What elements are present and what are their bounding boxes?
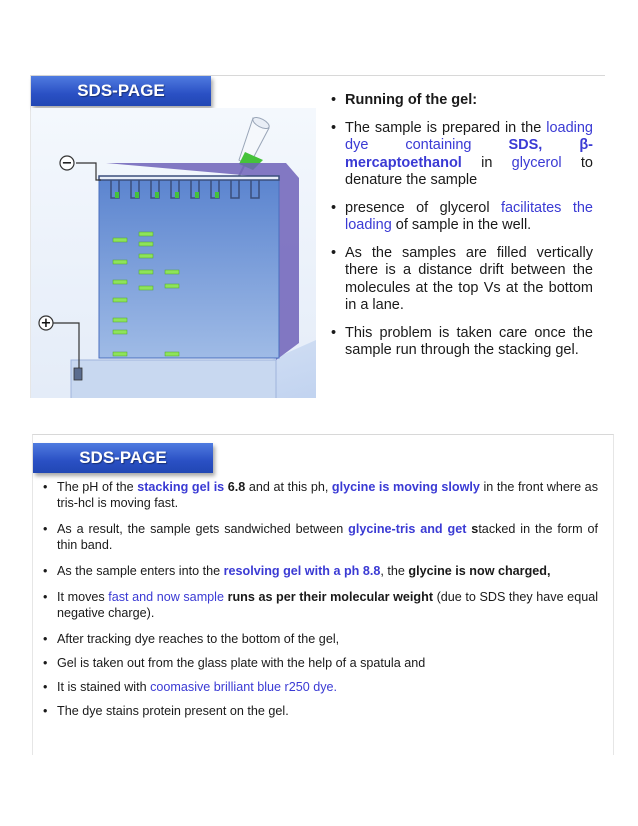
bullet-text: glycine is now charged	[408, 564, 547, 578]
highlight-text: 8.8	[362, 564, 381, 578]
minus-sign: −	[61, 156, 73, 171]
highlight-text: fast and now sample	[108, 590, 224, 604]
bullet-text: The dye stains protein present on the gel.	[57, 704, 289, 718]
bullet-spatula	[43, 655, 598, 671]
bullet-stacking-gel	[331, 325, 593, 360]
slide-1-bullet-list	[331, 92, 593, 370]
bullet-molecular-weight	[43, 589, 598, 621]
bullet-text: It moves	[57, 590, 109, 604]
slide-2-bullet-list	[43, 479, 598, 727]
bullet-text: This problem is taken care once the sample run through the stacking gel.	[345, 324, 593, 358]
buffer-tank-front	[71, 360, 276, 398]
bullet-running-gel	[331, 92, 593, 110]
highlight-text: loading dye containing	[345, 119, 593, 153]
bullet-text: The pH of the	[57, 480, 138, 494]
slide-1	[30, 75, 605, 398]
highlight-text: facilitates the loading	[345, 199, 593, 233]
bullet-dye-stains	[43, 703, 598, 719]
bullet-tracking-dye	[43, 631, 598, 647]
bullet-text: As the samples are filled vertically there is a distance drift between the molecules at the top Vs at the bottom in a lane.	[345, 244, 593, 313]
bullet-resolving-gel	[43, 563, 598, 579]
slide-2-title: SDS-PAGE	[33, 443, 213, 473]
bullet-sandwiched	[43, 521, 598, 553]
plus-sign: +	[40, 316, 52, 331]
bullet-text: Running of the gel:	[345, 92, 478, 108]
bullet-text: of sample in the well.	[391, 217, 532, 233]
anode-plate	[74, 368, 82, 380]
bullet-text: It is stained with	[57, 680, 151, 694]
bullet-stacking-ph	[43, 479, 598, 511]
bullet-distance-drift	[331, 245, 593, 315]
bullet-text: As a result, the sample gets sandwiched between	[57, 522, 349, 536]
bullet-sample-prepared	[331, 120, 593, 190]
slide-1-title: SDS-PAGE	[31, 76, 211, 106]
bullet-text: to denature the sample	[345, 154, 594, 188]
bullet-text: After tracking dye reaches to the bottom of the gel,	[57, 632, 340, 646]
bullet-stained	[43, 679, 598, 695]
bullet-text: The sample is prepared in the	[345, 119, 547, 136]
bullet-text: s	[471, 522, 479, 536]
bullet-text: tacked in the form of thin band.	[57, 522, 598, 552]
highlight-text: glycine-tris and get	[348, 522, 472, 536]
bullet-glycerol	[331, 200, 593, 235]
bullet-text: runs as per their molecular weight	[227, 590, 434, 604]
bullet-text: (due to SDS they have equal negative charge).	[57, 590, 598, 620]
highlight-text: stacking gel is	[137, 480, 228, 494]
bullet-text: , the	[380, 564, 409, 578]
bullet-text: 6.8	[227, 480, 246, 494]
bullet-text: Gel is taken out from the glass plate with the help of a spatula and	[57, 656, 426, 670]
bullet-text: in	[461, 154, 512, 171]
gel-electrophoresis-diagram	[31, 108, 316, 398]
slide-2	[32, 434, 614, 755]
bullet-text: and at this ph,	[245, 480, 332, 494]
highlight-text: resolving gel with a ph	[223, 564, 363, 578]
highlight-text: glycine is moving slowly	[331, 480, 480, 494]
highlight-text: coomasive brilliant blue r250 dye.	[150, 680, 338, 694]
highlight-text: glycerol	[511, 154, 562, 171]
bullet-text: ,	[546, 564, 551, 578]
bullet-text: presence of glycerol	[345, 199, 501, 216]
highlight-text: SDS, β-mercaptoethanol	[345, 137, 593, 171]
bullet-text: As the sample enters into the	[57, 564, 224, 578]
bullet-text: in the front where as tris-hcl is moving fast.	[57, 480, 598, 510]
